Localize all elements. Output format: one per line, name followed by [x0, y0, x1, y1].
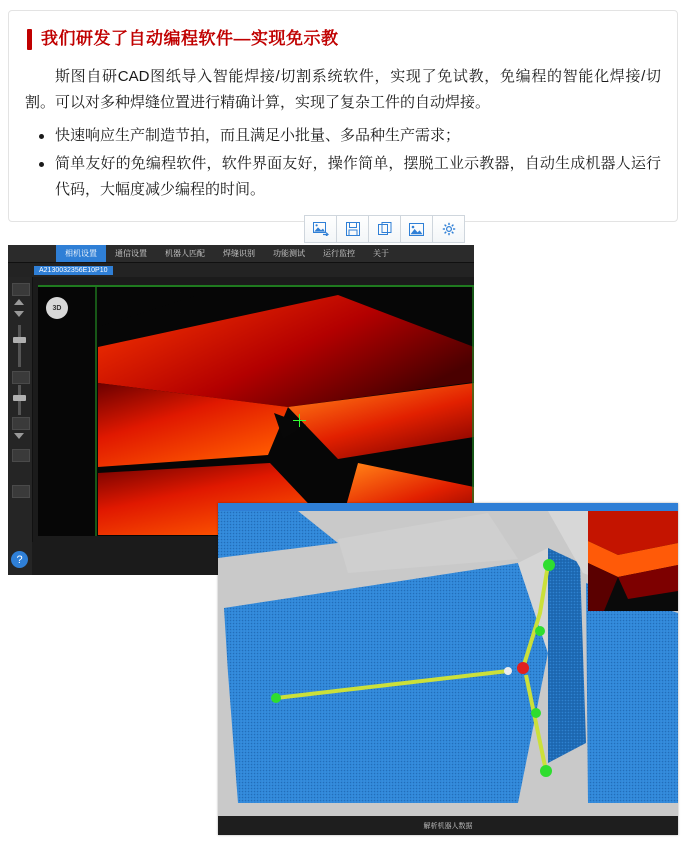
- point-cloud-render: [218, 503, 678, 835]
- list-item: 简单友好的免编程软件，软件界面友好，操作简单，摆脱工业示教器，自动生成机器人运行代码，大幅度减少编程的时间。: [55, 151, 661, 204]
- tab-function-test[interactable]: 功能测试: [264, 245, 314, 262]
- weld-node-selected: [517, 662, 529, 674]
- tab-robot-matching[interactable]: 机器人匹配: [156, 245, 214, 262]
- rail-slider-knob-1[interactable]: [13, 337, 26, 343]
- rail-caret-down-icon[interactable]: [14, 311, 24, 317]
- picture-icon[interactable]: [400, 215, 433, 243]
- tab-weld-seam-recognition[interactable]: 焊缝识别: [214, 245, 264, 262]
- article-bullet-list: [25, 123, 661, 204]
- page-title: [27, 29, 661, 50]
- tab-camera-settings[interactable]: 相机设置: [56, 245, 106, 262]
- weld-node: [540, 765, 552, 777]
- image-toolbar[interactable]: [304, 215, 465, 243]
- device-bar: [8, 263, 474, 277]
- camera-logo-icon: 3D: [46, 297, 68, 319]
- rail-caret-up-icon[interactable]: [14, 299, 24, 305]
- image-export-icon[interactable]: [304, 215, 337, 243]
- camera-preview-inset: [588, 511, 678, 611]
- tab-run-monitor[interactable]: 运行监控: [314, 245, 364, 262]
- status-text: 解析机器人数据: [423, 822, 473, 830]
- tab-about[interactable]: 关于: [364, 245, 398, 262]
- viewport-crosshair-marker: [293, 414, 306, 427]
- settings-gear-icon[interactable]: [432, 215, 465, 243]
- title-text: 我们研发了自动编程软件—实现免示教: [41, 29, 339, 49]
- rail-button-2[interactable]: [12, 371, 30, 384]
- rail-slider-track-1[interactable]: [18, 325, 21, 367]
- rail-slider-knob-2[interactable]: [13, 395, 26, 401]
- weld-node: [504, 667, 512, 675]
- device-id-badge[interactable]: A2130032356E10P10: [34, 266, 113, 275]
- help-button[interactable]: ?: [11, 551, 28, 568]
- rail-button-4[interactable]: [12, 449, 30, 462]
- article-paragraph: 斯图自研CAD图纸导入智能焊接/切割系统软件，实现了免试教，免编程的智能化焊接/切割。可以对多种焊缝位置进行精确计算，实现了复杂工件的自动焊接。: [25, 68, 661, 112]
- weld-node: [531, 708, 541, 718]
- weld-node: [535, 626, 545, 636]
- weld-node: [271, 693, 281, 703]
- title-accent-bar: [27, 29, 32, 50]
- save-icon[interactable]: [336, 215, 369, 243]
- point-cloud-window[interactable]: [218, 503, 678, 835]
- weld-node: [543, 559, 555, 571]
- rail-button-3[interactable]: [12, 417, 30, 430]
- tab-bar[interactable]: [8, 245, 474, 263]
- list-item: 快速响应生产制造节拍，而且满足小批量、多品种生产需求；: [55, 123, 661, 149]
- rail-button-5[interactable]: [12, 485, 30, 498]
- left-tool-rail[interactable]: [8, 277, 33, 575]
- tab-communication-settings[interactable]: 通信设置: [106, 245, 156, 262]
- article-card: [8, 10, 678, 222]
- copy-icon[interactable]: [368, 215, 401, 243]
- point-cloud-status-bar: [218, 816, 678, 835]
- scan-render: [38, 287, 474, 536]
- rail-button-1[interactable]: [12, 283, 30, 296]
- rail-caret-down-icon-2[interactable]: [14, 433, 24, 439]
- camera-3d-viewport[interactable]: [38, 285, 474, 536]
